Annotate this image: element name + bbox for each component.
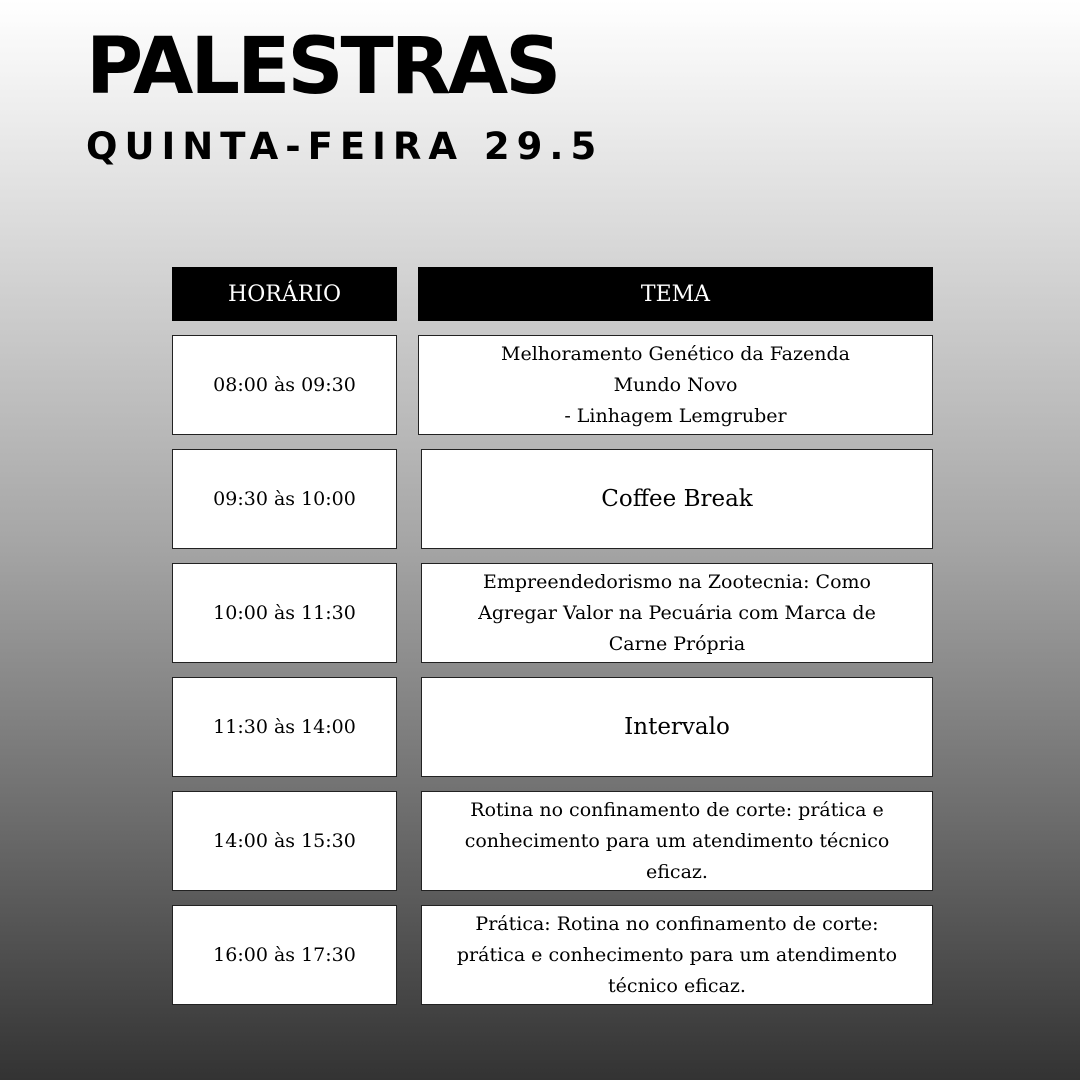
row-6-topic: Prática: Rotina no confinamento de corte: prática e conhecimento para um atendimento técnico eficaz.: [421, 905, 933, 1005]
header-horario: HORÁRIO: [172, 267, 397, 321]
row-2-topic: Coffee Break: [421, 449, 933, 549]
row-6-time: 16:00 às 17:30: [172, 905, 397, 1005]
row-4-topic: Intervalo: [421, 677, 933, 777]
row-4-time: 11:30 às 14:00: [172, 677, 397, 777]
row-5-topic: Rotina no confinamento de corte: prática e conhecimento para um atendimento técnico eficaz.: [421, 791, 933, 891]
row-3-time: 10:00 às 11:30: [172, 563, 397, 663]
row-2-time: 09:30 às 10:00: [172, 449, 397, 549]
row-5-time: 14:00 às 15:30: [172, 791, 397, 891]
row-1-topic: Melhoramento Genético da Fazenda Mundo Novo - Linhagem Lemgruber: [418, 335, 933, 435]
header-tema: TEMA: [418, 267, 933, 321]
page-title: PALESTRAS: [86, 22, 559, 112]
row-3-topic: Empreendedorismo na Zootecnia: Como Agregar Valor na Pecuária com Marca de Carne Própria: [421, 563, 933, 663]
page-subtitle: QUINTA-FEIRA 29.5: [86, 125, 604, 168]
row-1-time: 08:00 às 09:30: [172, 335, 397, 435]
